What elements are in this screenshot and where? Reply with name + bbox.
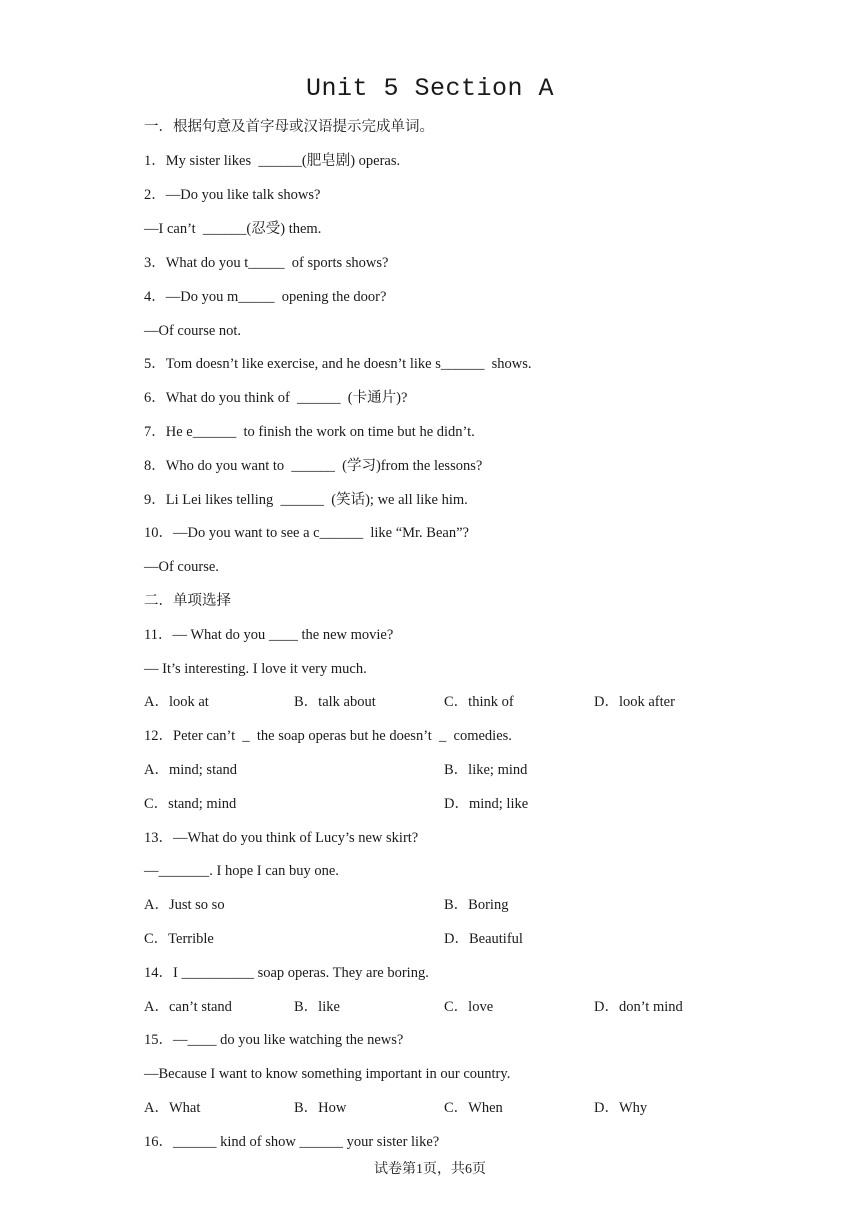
question-reply: —_______. I hope I can buy one.: [144, 863, 339, 879]
question-stem: 16．______ kind of show ______ your sister like?: [144, 1134, 440, 1150]
question-line: 2．—Do you like talk shows?: [144, 187, 321, 203]
question-line: 6．What do you think of ______ (卡通片)?: [144, 390, 408, 406]
question-stem: 13．—What do you think of Lucy’s new skirt?: [144, 830, 419, 846]
question-line: 9．Li Lei likes telling ______ (笑话); we all like him.: [144, 492, 468, 508]
option-a: A．mind; stand: [144, 762, 238, 778]
question-line: 8．Who do you want to ______ (学习)from the lessons?: [144, 458, 483, 474]
option-b: B．How: [294, 1100, 347, 1116]
section1-heading: 一．根据句意及首字母或汉语提示完成单词。: [144, 119, 434, 135]
question-line: 1．My sister likes ______(肥皂剧) operas.: [144, 153, 401, 169]
question-line: 7．He e______ to finish the work on time but he didn’t.: [144, 424, 475, 440]
question-line: —Of course.: [144, 559, 219, 575]
option-b: B．talk about: [294, 694, 376, 710]
option-b: B．like: [294, 999, 340, 1015]
question-stem: 15．—____ do you like watching the news?: [144, 1032, 404, 1048]
option-a: A．look at: [144, 694, 209, 710]
question-line: 10．—Do you want to see a c______ like “Mr. Bean”?: [144, 525, 469, 541]
option-c: C．Terrible: [144, 931, 214, 947]
option-c: C．stand; mind: [144, 796, 237, 812]
option-a: A．Just so so: [144, 897, 225, 913]
question-line: —I can’t ______(忍受) them.: [144, 221, 322, 237]
page-title: Unit 5 Section A: [305, 74, 555, 103]
section2-heading: 二．单项选择: [144, 593, 231, 609]
question-line: 3．What do you t_____ of sports shows?: [144, 255, 389, 271]
question-reply: —Because I want to know something important in our country.: [144, 1066, 511, 1082]
option-d: D．Why: [594, 1100, 648, 1116]
option-c: C．love: [444, 999, 494, 1015]
option-b: B．like; mind: [444, 762, 528, 778]
question-stem: 14．I __________ soap operas. They are boring.: [144, 965, 429, 981]
option-d: D．Beautiful: [444, 931, 523, 947]
question-line: 5．Tom doesn’t like exercise, and he doesn’t like s______ shows.: [144, 356, 532, 372]
option-a: A．What: [144, 1100, 201, 1116]
option-c: C．When: [444, 1100, 503, 1116]
option-d: D．mind; like: [444, 796, 529, 812]
option-a: A．can’t stand: [144, 999, 232, 1015]
question-line: —Of course not.: [144, 323, 242, 339]
option-d: D．look after: [594, 694, 675, 710]
question-reply: — It’s interesting. I love it very much.: [144, 661, 367, 677]
question-line: 4．—Do you m_____ opening the door?: [144, 289, 387, 305]
option-b: B．Boring: [444, 897, 509, 913]
option-d: D．don’t mind: [594, 999, 683, 1015]
question-stem: 12．Peter can’t _ the soap operas but he doesn’t _ comedies.: [144, 728, 512, 744]
page-footer: 试卷第1页，共6页: [374, 1162, 486, 1177]
question-stem: 11．— What do you ____ the new movie?: [144, 627, 394, 643]
option-c: C．think of: [444, 694, 514, 710]
